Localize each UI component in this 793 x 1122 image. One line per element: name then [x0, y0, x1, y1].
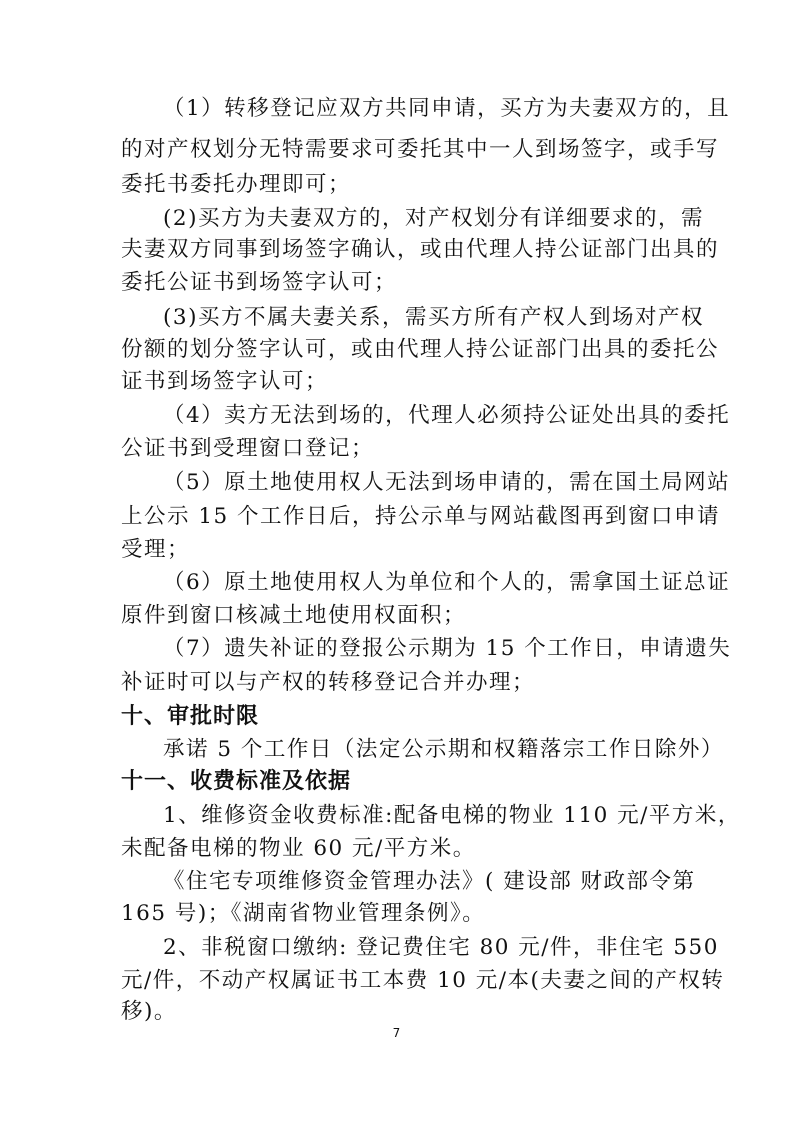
paragraph-7-line-1: （7）遗失补证的登报公示期为 15 个工作日，申请遗失 — [163, 636, 732, 661]
paragraph-4-line-1: （4）卖方无法到场的，代理人必须持公证处出具的委托 — [163, 403, 731, 428]
paragraph-4-line-2: 公证书到受理窗口登记； — [121, 436, 375, 461]
section-10-text: 承诺 5 个工作日（法定公示期和权籍落宗工作日除外） — [163, 737, 724, 762]
paragraph-5-line-1: （5）原土地使用权人无法到场申请的，需在国土局网站 — [163, 470, 731, 495]
paragraph-3-line-3: 证书到场签字认可； — [121, 369, 329, 394]
section-11-item-2-line-2: 元/件，不动产权属证书工本费 10 元/本(夫妻之间的产权转 — [121, 968, 725, 993]
paragraph-1-line-3: 委托书委托办理即可； — [121, 172, 352, 197]
paragraph-6-line-2: 原件到窗口核减土地使用权面积； — [121, 603, 467, 628]
section-10-heading: 十、审批时限 — [121, 704, 260, 729]
page-number: 7 — [392, 1026, 401, 1040]
paragraph-2-line-1: (2)买方为夫妻双方的，对产权划分有详细要求的，需 — [163, 206, 704, 231]
paragraph-3-line-1: (3)买方不属夫妻关系，需买方所有产权人到场对产权 — [163, 305, 704, 330]
section-11-item-1-line-2: 未配备电梯的物业 60 元/平方米。 — [121, 836, 476, 861]
section-11-item-1-line-1: 1、维修资金收费标准:配备电梯的物业 110 元/平方米， — [163, 803, 741, 828]
paragraph-3-line-2: 份额的划分签字认可，或由代理人持公证部门出具的委托公 — [121, 337, 720, 362]
section-11-basis-line-2: 165 号)；《湖南省物业管理条例》。 — [121, 901, 486, 926]
section-11-basis-line-1: 《住宅专项维修资金管理办法》( 建设部 财政部令第 — [163, 869, 696, 894]
paragraph-6-line-1: （6）原土地使用权人为单位和个人的，需拿国土证总证 — [163, 570, 731, 595]
paragraph-5-line-2: 上公示 15 个工作日后，持公示单与网站截图再到窗口申请 — [121, 504, 721, 529]
paragraph-1-line-2: 的对产权划分无特需要求可委托其中一人到场签字，或手写 — [121, 137, 720, 162]
paragraph-7-line-2: 补证时可以与产权的转移登记合并办理； — [121, 670, 536, 695]
section-11-heading: 十一、收费标准及依据 — [121, 769, 352, 794]
paragraph-5-line-3: 受理； — [121, 537, 191, 562]
paragraph-2-line-3: 委托公证书到场签字认可； — [121, 270, 398, 295]
section-11-item-2-line-1: 2、非税窗口缴纳: 登记费住宅 80 元/件，非住宅 550 — [163, 935, 719, 960]
section-11-item-2-line-3: 移)。 — [121, 999, 177, 1024]
paragraph-2-line-2: 夫妻双方同事到场签字确认，或由代理人持公证部门出具的 — [121, 237, 720, 262]
paragraph-1-line-1: （1）转移登记应双方共同申请，买方为夫妻双方的，且 — [163, 96, 731, 121]
